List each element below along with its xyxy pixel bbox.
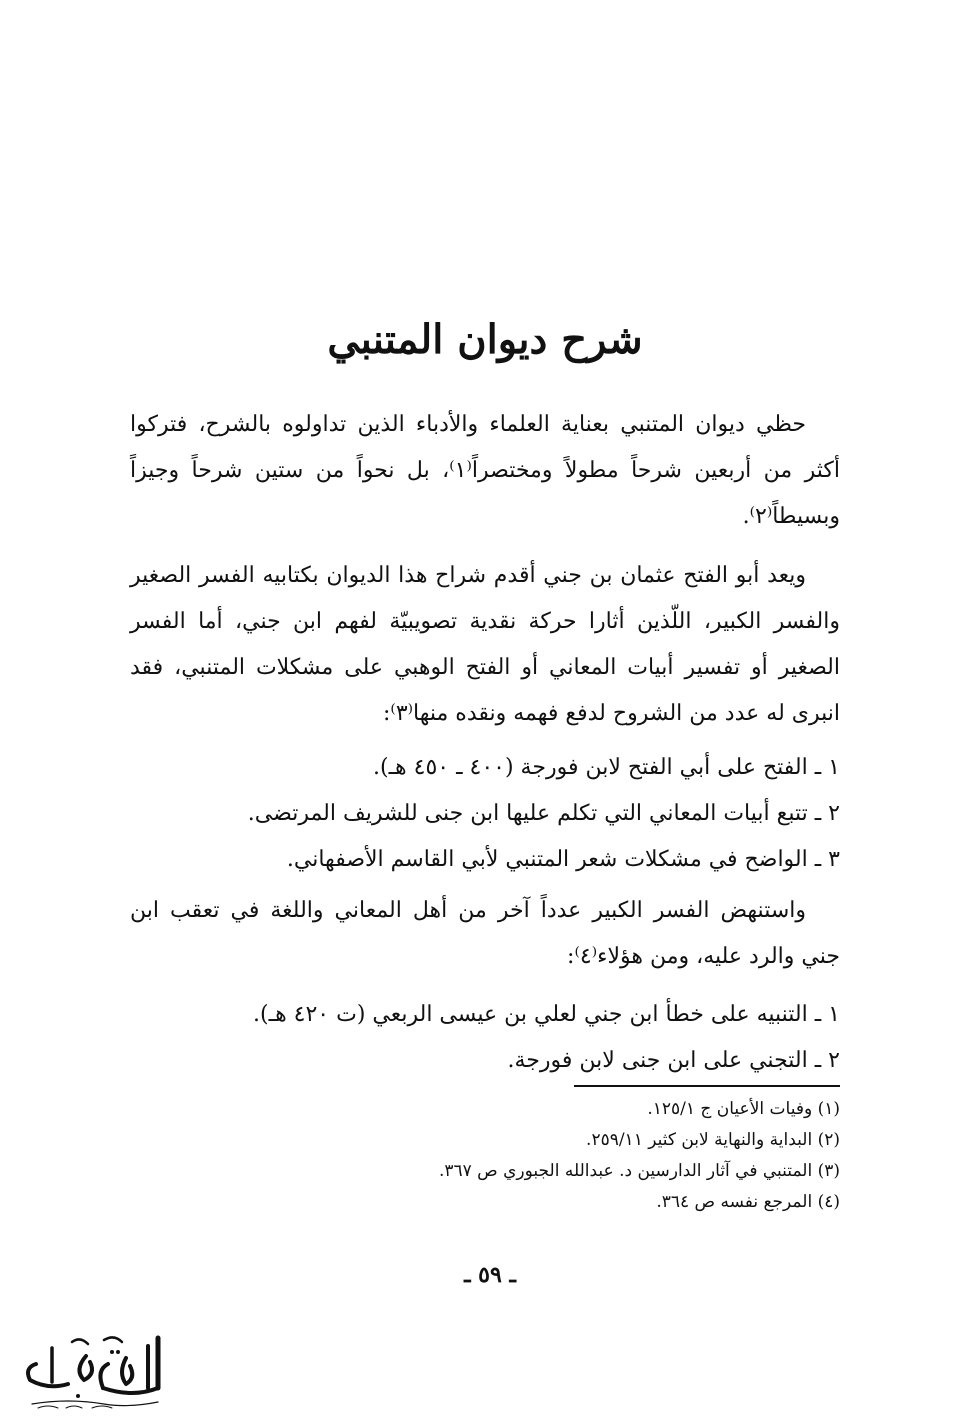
footnote: (٢) البداية والنهاية لابن كثير ٢٥٩/١١. xyxy=(586,1130,840,1150)
paragraph-intro xyxy=(130,402,840,540)
paragraph-large-fasr xyxy=(130,888,840,980)
footnote: (١) وفيات الأعيان ج ١٢٥/١. xyxy=(647,1099,840,1119)
list-item: ١ ـ التنبيه على خطأ ابن جني لعلي بن عيسى الربعي (ت ٤٢٠ هـ). xyxy=(253,1002,840,1027)
paragraph-text: ويعد أبو الفتح عثمان بن جني أقدم شراح هذا الديوان بكتابيه الفسر الصغير والفسر الكبير، اللّذين أثارا حركة نقدية تصويبيّة لفهم ابن جني، أما الفسر الصغير أو تفسير أبيات المعاني أو الفتح الوهبي على مشكلات المتنبي، فقد انبرى له عدد من الشروح لدفع فهمه ونقده منها⁽٣⁾: xyxy=(130,563,840,726)
list-item: ٣ ـ الواضح في مشكلات شعر المتنبي لأبي القاسم الأصفهاني. xyxy=(286,847,840,872)
paragraph-ibn-jinni xyxy=(130,553,840,737)
calligraphy-stamp-logo xyxy=(8,1318,178,1413)
list-item: ١ ـ الفتح على أبي الفتح لابن فورجة (٤٠٠ ـ ٤٥٠ هـ). xyxy=(373,755,840,780)
page-number: ـ ٥٩ ـ xyxy=(464,1262,516,1288)
paragraph-text: واستنهض الفسر الكبير عدداً آخر من أهل المعاني واللغة في تعقب ابن جني والرد عليه، ومن هؤلاء⁽٤⁾: xyxy=(130,898,840,969)
footnote: (٤) المرجع نفسه ص ٣٦٤. xyxy=(656,1192,840,1212)
calligraphy-logo-icon xyxy=(8,1318,178,1413)
list-small-fasr-commentaries xyxy=(130,745,840,883)
list-large-fasr-responses xyxy=(130,992,840,1084)
list-item: ٢ ـ تتبع أبيات المعاني التي تكلم عليها ابن جنى للشريف المرتضى. xyxy=(247,801,840,826)
page-title: شرح ديوان المتنبي xyxy=(327,316,643,363)
paragraph-text: حظي ديوان المتنبي بعناية العلماء والأدباء الذين تداولوه بالشرح، فتركوا أكثر من أربعين شرحاً مطولاً ومختصراً⁽١⁾، بل نحواً من ستين شرحاً وجيزاً وبسيطاً⁽٢⁾. xyxy=(130,412,840,529)
footnotes xyxy=(130,1094,840,1218)
footnote-separator xyxy=(574,1085,840,1087)
footnote: (٣) المتنبي في آثار الدارسين د. عبدالله الجبوري ص ٣٦٧. xyxy=(438,1161,840,1181)
list-item: ٢ ـ التجني على ابن جنى لابن فورجة. xyxy=(507,1048,840,1073)
